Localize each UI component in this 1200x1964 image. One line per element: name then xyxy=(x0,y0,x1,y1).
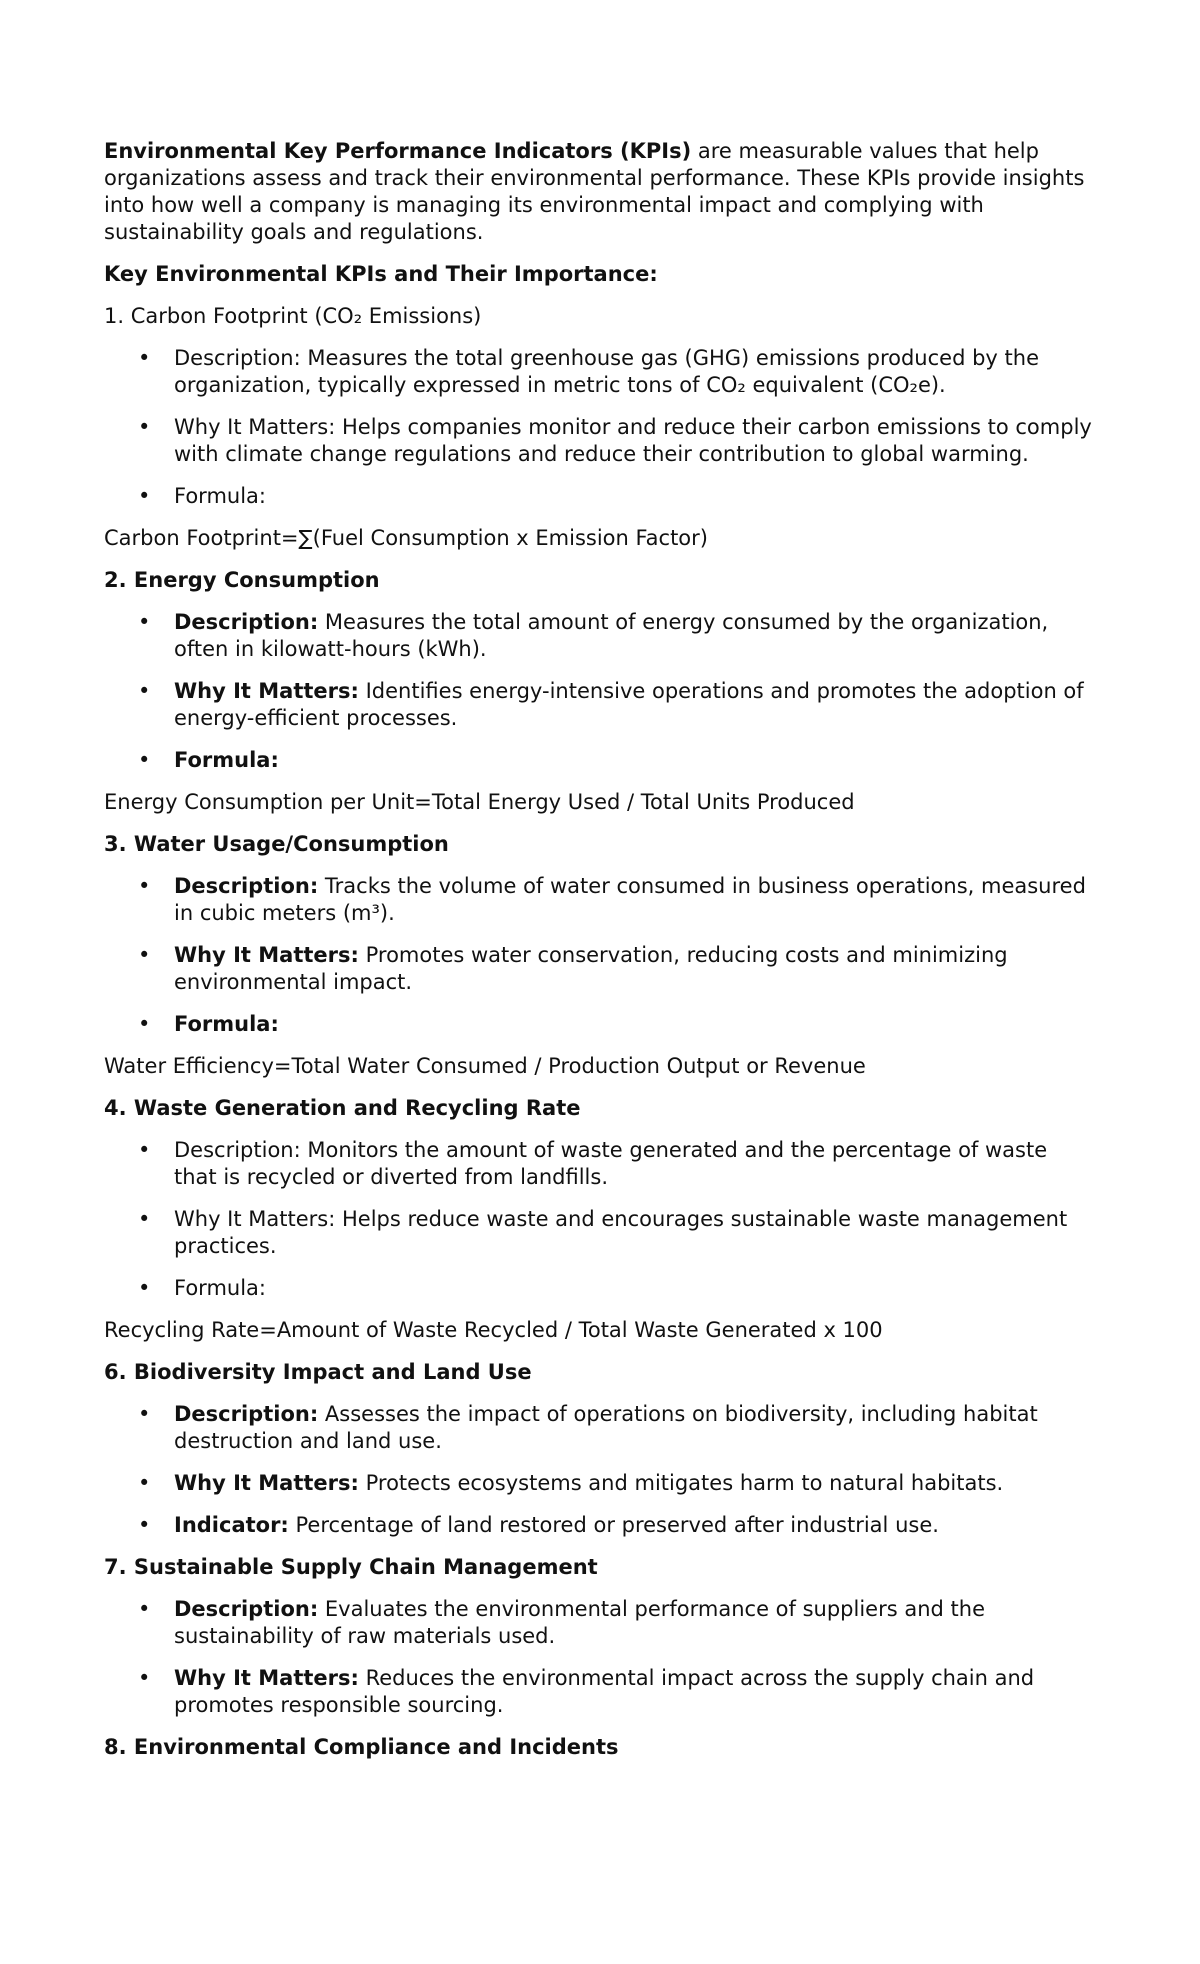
formula-text: Recycling Rate=Amount of Waste Recycled / Total Waste Generated x 100 xyxy=(104,1318,883,1342)
list-item xyxy=(104,747,1096,774)
formula-text: Energy Consumption per Unit=Total Energy Used / Total Units Produced xyxy=(104,790,855,814)
bullet-label: Why It Matters: xyxy=(174,679,359,703)
bullet-text: Helps reduce waste and encourages sustainable waste management practices. xyxy=(174,1207,1068,1258)
bullet-list xyxy=(104,1596,1096,1719)
bullet-text: Identifies energy-intensive operations and promotes the adoption of energy-efficient processes. xyxy=(174,679,1084,730)
bullet-list xyxy=(104,873,1096,1038)
section-title: 7. Sustainable Supply Chain Management xyxy=(104,1555,598,1579)
bullet-text: Tracks the volume of water consumed in business operations, measured in cubic meters (m³). xyxy=(174,874,1086,925)
bullet-label: Why It Matters: xyxy=(174,1471,359,1495)
bullet-list xyxy=(104,609,1096,774)
bullet-label: Description: xyxy=(174,1138,301,1162)
list-item xyxy=(104,873,1096,927)
bullet-text: Monitors the amount of waste generated and the percentage of waste that is recycled or diverted from landfills. xyxy=(174,1138,1048,1189)
list-item xyxy=(104,1665,1096,1719)
bullet-icon: • xyxy=(138,679,151,703)
bullet-list xyxy=(104,1137,1096,1302)
list-item xyxy=(104,1470,1096,1497)
bullet-label: Description: xyxy=(174,610,319,634)
section-title: 3. Water Usage/Consumption xyxy=(104,832,449,856)
bullet-label: Description: xyxy=(174,1402,319,1426)
bullet-label: Why It Matters: xyxy=(174,1207,336,1231)
bullet-label: Description: xyxy=(174,1597,319,1621)
list-item xyxy=(104,414,1096,468)
kpi-sections xyxy=(104,303,1096,1761)
bullet-text: Percentage of land restored or preserved after industrial use. xyxy=(288,1513,939,1537)
list-item xyxy=(104,1275,1096,1302)
bullet-label: Formula: xyxy=(174,1276,266,1300)
bullet-label: Why It Matters: xyxy=(174,415,336,439)
bullet-icon: • xyxy=(138,484,151,508)
formula-text: Water Efficiency=Total Water Consumed / Production Output or Revenue xyxy=(104,1054,866,1078)
bullet-text: Promotes water conservation, reducing costs and minimizing environmental impact. xyxy=(174,943,1008,994)
bullet-label: Why It Matters: xyxy=(174,943,359,967)
list-item xyxy=(104,942,1096,996)
bullet-icon: • xyxy=(138,1138,151,1162)
bullet-icon: • xyxy=(138,1471,151,1495)
section-title: 2. Energy Consumption xyxy=(104,568,380,592)
list-item xyxy=(104,1206,1096,1260)
list-item xyxy=(104,1137,1096,1191)
bullet-icon: • xyxy=(138,346,151,370)
bullet-label: Formula: xyxy=(174,748,279,772)
bullet-text: Measures the total greenhouse gas (GHG) emissions produced by the organization, typically expressed in metric tons of CO₂ equivalent (CO₂e). xyxy=(174,346,1039,397)
bullet-icon: • xyxy=(138,1597,151,1621)
bullet-icon: • xyxy=(138,943,151,967)
bullet-text: Measures the total amount of energy consumed by the organization, often in kilowatt-hours (kWh). xyxy=(174,610,1049,661)
bullet-list xyxy=(104,1401,1096,1539)
bullet-text: Protects ecosystems and mitigates harm to natural habitats. xyxy=(358,1471,1004,1495)
list-item xyxy=(104,609,1096,663)
list-item xyxy=(104,1512,1096,1539)
bullet-icon: • xyxy=(138,1402,151,1426)
bullet-icon: • xyxy=(138,1012,151,1036)
bullet-label: Indicator: xyxy=(174,1513,289,1537)
bullet-label: Formula: xyxy=(174,1012,279,1036)
intro-paragraph xyxy=(104,138,1096,246)
intro-text: are measurable values that help organizations assess and track their environmental performance. These KPIs provide insights into how well a company is managing its environmental impact and complying with sustainability goals and regulations. xyxy=(104,139,1085,244)
list-item xyxy=(104,1011,1096,1038)
bullet-icon: • xyxy=(138,1276,151,1300)
section-title: 8. Environmental Compliance and Incidents xyxy=(104,1735,619,1759)
bullet-icon: • xyxy=(138,874,151,898)
bullet-icon: • xyxy=(138,415,151,439)
bullet-text: Reduces the environmental impact across the supply chain and promotes responsible sourcing. xyxy=(174,1666,1035,1717)
section-title: 1. Carbon Footprint (CO₂ Emissions) xyxy=(104,304,482,328)
bullet-text: Helps companies monitor and reduce their carbon emissions to comply with climate change regulations and reduce their contribution to global warming. xyxy=(174,415,1092,466)
section-title: 6. Biodiversity Impact and Land Use xyxy=(104,1360,532,1384)
bullet-icon: • xyxy=(138,1207,151,1231)
bullet-list xyxy=(104,345,1096,510)
list-item xyxy=(104,483,1096,510)
list-item xyxy=(104,345,1096,399)
bullet-label: Description: xyxy=(174,874,319,898)
bullet-label: Formula: xyxy=(174,484,266,508)
bullet-icon: • xyxy=(138,1513,151,1537)
bullet-label: Why It Matters: xyxy=(174,1666,359,1690)
bullet-text: Evaluates the environmental performance of suppliers and the sustainability of raw materials used. xyxy=(174,1597,985,1648)
bullet-icon: • xyxy=(138,748,151,772)
kpi-heading: Key Environmental KPIs and Their Importance: xyxy=(104,262,658,286)
intro-lead: Environmental Key Performance Indicators (KPIs) xyxy=(104,139,692,163)
bullet-icon: • xyxy=(138,1666,151,1690)
bullet-icon: • xyxy=(138,610,151,634)
list-item xyxy=(104,1401,1096,1455)
list-item xyxy=(104,678,1096,732)
formula-text: Carbon Footprint=∑(Fuel Consumption x Emission Factor) xyxy=(104,526,708,550)
section-title: 4. Waste Generation and Recycling Rate xyxy=(104,1096,581,1120)
bullet-label: Description: xyxy=(174,346,301,370)
list-item xyxy=(104,1596,1096,1650)
bullet-text: Assesses the impact of operations on biodiversity, including habitat destruction and land use. xyxy=(174,1402,1038,1453)
